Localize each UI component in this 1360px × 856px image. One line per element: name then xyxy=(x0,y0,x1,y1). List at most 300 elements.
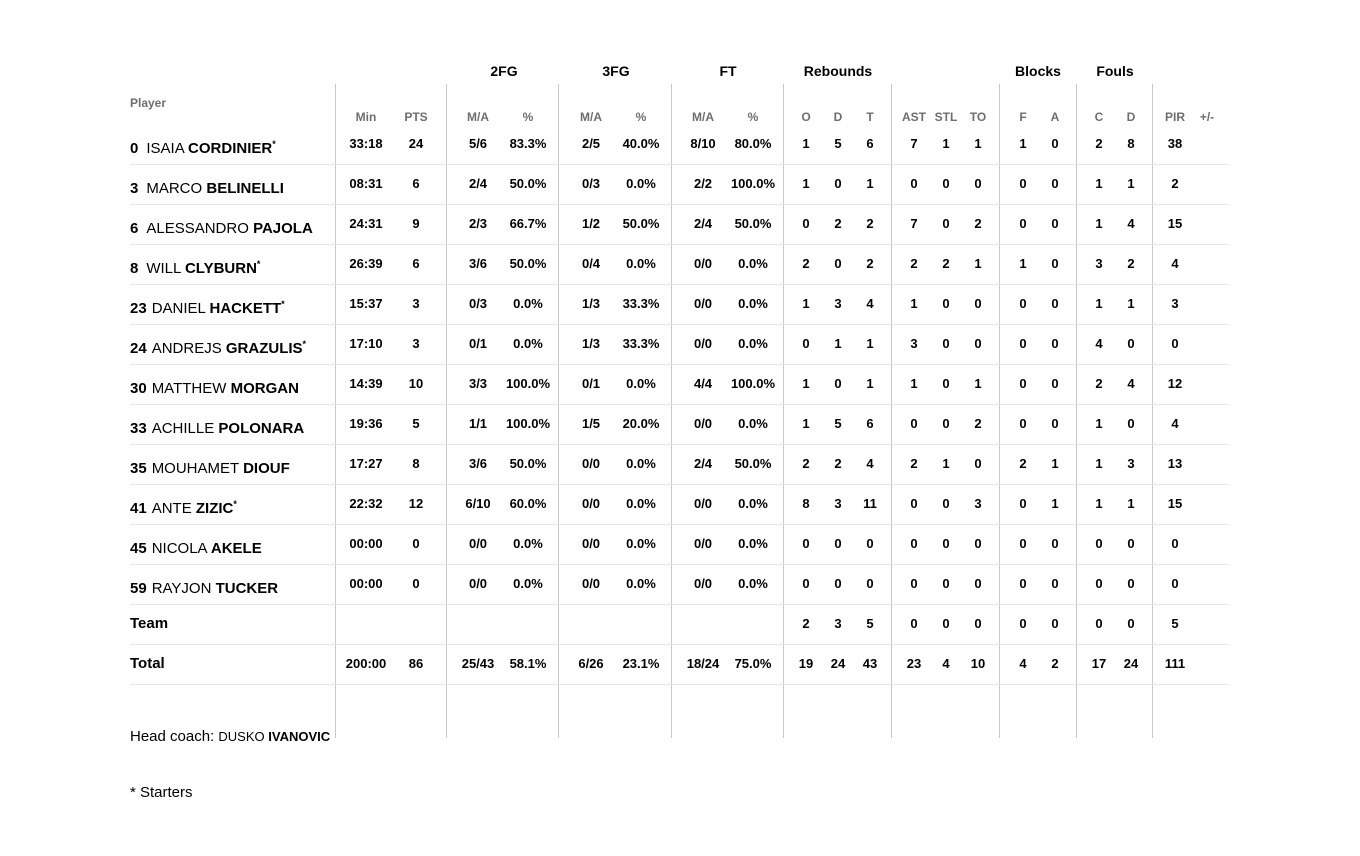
player-last-name: BELINELLI xyxy=(206,180,284,197)
player-last-name: POLONARA xyxy=(218,420,305,437)
table-row xyxy=(130,124,1229,165)
stat-ft-ma: 0/0 xyxy=(693,576,713,591)
column-header-pts: PTS xyxy=(404,110,428,124)
stat-blk-f: 0 xyxy=(1019,336,1027,351)
group-header-blocks: Blocks xyxy=(1015,63,1061,79)
stat-reb-o: 1 xyxy=(802,176,810,191)
stat-to: 0 xyxy=(974,576,982,591)
player-name[interactable] xyxy=(130,244,260,289)
stat-fg3-pct: 0.0% xyxy=(626,256,656,271)
stat-fg3-pct: 0.0% xyxy=(626,176,656,191)
stat-fg2-pct: 0.0% xyxy=(513,536,543,551)
stat-fg3-ma: 0/0 xyxy=(581,536,601,551)
column-header-reb-o: O xyxy=(801,110,811,124)
stat-fouls-d: 1 xyxy=(1127,176,1135,191)
column-header-stl: STL xyxy=(934,110,958,124)
player-number: 0 xyxy=(130,140,139,157)
stat-fouls-c: 1 xyxy=(1095,216,1103,231)
stat-pir: 15 xyxy=(1167,496,1183,511)
stat-fg3-pct: 40.0% xyxy=(622,136,660,151)
stat-fg3-ma: 0/0 xyxy=(581,576,601,591)
player-last-name: CLYBURN xyxy=(184,260,257,277)
stat-pts: 3 xyxy=(412,336,420,351)
stat-min: 00:00 xyxy=(349,536,383,551)
stat-reb-o: 0 xyxy=(802,336,810,351)
stat-fg2-ma: 0/0 xyxy=(468,536,488,551)
column-header-ft-ma: M/A xyxy=(692,110,714,124)
stat-pts: 6 xyxy=(412,176,420,191)
stat-blk-f: 0 xyxy=(1019,616,1027,631)
group-header-2fg: 2FG xyxy=(490,63,518,79)
stat-pts: 12 xyxy=(408,496,424,511)
stat-ast: 2 xyxy=(910,456,918,471)
stat-reb-o: 0 xyxy=(802,576,810,591)
column-header-ast: AST xyxy=(902,110,926,124)
stat-pir: 0 xyxy=(1171,576,1179,591)
stat-reb-d: 5 xyxy=(834,136,842,151)
stat-fg2-pct: 58.1% xyxy=(509,656,547,671)
head-coach xyxy=(130,728,330,745)
stat-blk-a: 1 xyxy=(1051,496,1059,511)
player-number: 3 xyxy=(130,180,139,197)
stat-fouls-c: 0 xyxy=(1095,536,1103,551)
stat-pir: 5 xyxy=(1171,616,1179,631)
group-header-fouls: Fouls xyxy=(1096,63,1134,79)
stat-stl: 0 xyxy=(942,536,950,551)
stat-to: 0 xyxy=(974,456,982,471)
total-row-label: Total xyxy=(130,655,165,672)
head-coach-name xyxy=(218,729,330,744)
stat-fg2-ma: 0/1 xyxy=(468,336,488,351)
stat-ft-pct: 100.0% xyxy=(730,376,776,391)
stat-pir: 4 xyxy=(1171,256,1179,271)
stat-ast: 0 xyxy=(910,416,918,431)
stat-ft-pct: 75.0% xyxy=(734,656,772,671)
column-header-blk-a: A xyxy=(1050,110,1060,124)
stat-fouls-d: 8 xyxy=(1127,136,1135,151)
stat-ft-ma: 18/24 xyxy=(686,656,720,671)
stat-blk-a: 0 xyxy=(1051,216,1059,231)
column-header-pir: PIR xyxy=(1164,110,1186,124)
team-row xyxy=(130,604,1229,645)
stat-pir: 0 xyxy=(1171,536,1179,551)
stat-pts: 6 xyxy=(412,256,420,271)
stat-ft-ma: 2/4 xyxy=(693,456,713,471)
stat-fg3-pct: 50.0% xyxy=(622,216,660,231)
stat-fg2-ma: 3/6 xyxy=(468,456,488,471)
player-name[interactable] xyxy=(130,364,299,409)
stat-fg2-pct: 0.0% xyxy=(513,296,543,311)
stat-stl: 0 xyxy=(942,616,950,631)
stat-fouls-c: 17 xyxy=(1091,656,1107,671)
stat-ast: 0 xyxy=(910,576,918,591)
player-number: 8 xyxy=(130,260,139,277)
column-header-to: TO xyxy=(969,110,987,124)
stat-ft-pct: 0.0% xyxy=(738,256,768,271)
stat-min: 22:32 xyxy=(349,496,383,511)
stat-blk-a: 0 xyxy=(1051,256,1059,271)
stat-pir: 38 xyxy=(1167,136,1183,151)
stat-reb-t: 2 xyxy=(866,216,874,231)
stat-fg3-pct: 0.0% xyxy=(626,576,656,591)
player-name[interactable] xyxy=(130,444,290,489)
stat-reb-t: 5 xyxy=(866,616,874,631)
stat-ast: 7 xyxy=(910,216,918,231)
stat-ast: 7 xyxy=(910,136,918,151)
stat-reb-d: 0 xyxy=(834,176,842,191)
stat-fg3-ma: 6/26 xyxy=(578,656,604,671)
stat-reb-o: 1 xyxy=(802,416,810,431)
stat-stl: 0 xyxy=(942,176,950,191)
stat-to: 0 xyxy=(974,296,982,311)
stat-blk-f: 0 xyxy=(1019,416,1027,431)
stat-fouls-d: 24 xyxy=(1123,656,1139,671)
stat-ast: 23 xyxy=(906,656,922,671)
player-number: 23 xyxy=(130,300,147,317)
stat-fg2-pct: 100.0% xyxy=(505,416,551,431)
stat-pts: 0 xyxy=(412,536,420,551)
stat-stl: 2 xyxy=(942,256,950,271)
stat-fouls-d: 3 xyxy=(1127,456,1135,471)
column-header-fg2-ma: M/A xyxy=(467,110,489,124)
stat-fg3-pct: 0.0% xyxy=(626,376,656,391)
stat-pir: 0 xyxy=(1171,336,1179,351)
group-header-ft: FT xyxy=(719,63,737,79)
stat-reb-d: 3 xyxy=(834,296,842,311)
stat-reb-o: 1 xyxy=(802,296,810,311)
stat-ft-ma: 2/4 xyxy=(693,216,713,231)
stat-blk-a: 1 xyxy=(1051,456,1059,471)
stat-min: 19:36 xyxy=(349,416,383,431)
table-row xyxy=(130,364,1229,405)
stat-fouls-d: 1 xyxy=(1127,496,1135,511)
stat-min: 14:39 xyxy=(349,376,383,391)
table-row xyxy=(130,284,1229,325)
stat-reb-o: 8 xyxy=(802,496,810,511)
stat-ft-ma: 2/2 xyxy=(693,176,713,191)
stat-pir: 15 xyxy=(1167,216,1183,231)
stat-reb-o: 1 xyxy=(802,136,810,151)
column-header-blk-f: F xyxy=(1019,110,1027,124)
stat-fg2-pct: 83.3% xyxy=(509,136,547,151)
stat-fg3-pct: 0.0% xyxy=(626,456,656,471)
stat-fg2-pct: 60.0% xyxy=(509,496,547,511)
player-number: 35 xyxy=(130,460,147,477)
stat-min: 200:00 xyxy=(345,656,387,671)
table-row xyxy=(130,444,1229,485)
stat-fg2-pct: 0.0% xyxy=(513,336,543,351)
player-number: 41 xyxy=(130,500,147,517)
player-name[interactable] xyxy=(130,284,285,329)
stat-pir: 4 xyxy=(1171,416,1179,431)
stat-ft-pct: 50.0% xyxy=(734,216,772,231)
stat-ft-pct: 0.0% xyxy=(738,576,768,591)
starter-marker: * xyxy=(233,499,237,509)
stat-reb-t: 0 xyxy=(866,536,874,551)
total-row xyxy=(130,644,1229,685)
table-row xyxy=(130,404,1229,445)
player-last-name: TUCKER xyxy=(215,580,279,597)
player-name[interactable] xyxy=(130,324,306,369)
table-row xyxy=(130,204,1229,245)
stat-stl: 1 xyxy=(942,456,950,471)
starters-note: * Starters xyxy=(130,784,193,801)
player-number: 30 xyxy=(130,380,147,397)
stat-fouls-d: 0 xyxy=(1127,576,1135,591)
stat-fg3-ma: 2/5 xyxy=(581,136,601,151)
stat-pir: 3 xyxy=(1171,296,1179,311)
stat-pir: 13 xyxy=(1167,456,1183,471)
stat-reb-d: 1 xyxy=(834,336,842,351)
stat-ft-ma: 0/0 xyxy=(693,296,713,311)
stat-pts: 10 xyxy=(408,376,424,391)
stat-stl: 0 xyxy=(942,496,950,511)
stat-ft-ma: 0/0 xyxy=(693,536,713,551)
stat-blk-f: 1 xyxy=(1019,256,1027,271)
stat-ft-pct: 0.0% xyxy=(738,496,768,511)
stat-reb-d: 2 xyxy=(834,216,842,231)
player-number: 6 xyxy=(130,220,139,237)
stat-stl: 0 xyxy=(942,296,950,311)
stat-reb-t: 1 xyxy=(866,336,874,351)
stat-reb-t: 4 xyxy=(866,456,874,471)
player-last-name: HACKETT xyxy=(209,300,282,317)
stat-reb-t: 2 xyxy=(866,256,874,271)
stat-to: 2 xyxy=(974,216,982,231)
stat-reb-t: 6 xyxy=(866,136,874,151)
stat-reb-d: 0 xyxy=(834,256,842,271)
stat-min: 08:31 xyxy=(349,176,383,191)
stat-ft-pct: 0.0% xyxy=(738,296,768,311)
stat-fg3-ma: 0/3 xyxy=(581,176,601,191)
group-header-rebounds: Rebounds xyxy=(803,63,873,79)
stat-ast: 1 xyxy=(910,376,918,391)
stat-pir: 12 xyxy=(1167,376,1183,391)
stat-stl: 0 xyxy=(942,336,950,351)
stat-fg2-pct: 50.0% xyxy=(509,176,547,191)
stat-fg3-ma: 0/4 xyxy=(581,256,601,271)
stat-ast: 0 xyxy=(910,616,918,631)
stat-ft-ma: 0/0 xyxy=(693,416,713,431)
stat-reb-o: 2 xyxy=(802,616,810,631)
stat-fg2-pct: 50.0% xyxy=(509,456,547,471)
stat-fouls-c: 4 xyxy=(1095,336,1103,351)
stat-min: 33:18 xyxy=(349,136,383,151)
stat-fg2-pct: 66.7% xyxy=(509,216,547,231)
head-coach-first-name: DUSKO xyxy=(218,729,265,744)
stat-blk-a: 0 xyxy=(1051,176,1059,191)
stat-reb-o: 0 xyxy=(802,536,810,551)
player-first-name: WILL xyxy=(146,260,181,277)
stat-min: 26:39 xyxy=(349,256,383,271)
stat-min: 17:27 xyxy=(349,456,383,471)
table-row xyxy=(130,324,1229,365)
stat-stl: 4 xyxy=(942,656,950,671)
player-first-name: MOUHAMET xyxy=(151,460,239,477)
column-header-min: Min xyxy=(355,110,377,124)
head-coach-last-name: IVANOVIC xyxy=(268,729,331,744)
player-name[interactable] xyxy=(130,164,284,209)
stat-fouls-c: 3 xyxy=(1095,256,1103,271)
player-last-name: CORDINIER xyxy=(188,140,273,157)
stat-min: 17:10 xyxy=(349,336,383,351)
stat-reb-d: 5 xyxy=(834,416,842,431)
stat-ast: 3 xyxy=(910,336,918,351)
stat-reb-d: 0 xyxy=(834,376,842,391)
stat-to: 0 xyxy=(974,536,982,551)
stat-ft-ma: 4/4 xyxy=(693,376,713,391)
stat-fouls-d: 0 xyxy=(1127,616,1135,631)
player-last-name: PAJOLA xyxy=(253,220,313,237)
stat-ft-pct: 50.0% xyxy=(734,456,772,471)
column-header-fouls-c: C xyxy=(1094,110,1104,124)
stat-pts: 86 xyxy=(408,656,424,671)
stat-pts: 5 xyxy=(412,416,420,431)
stat-fg2-ma: 25/43 xyxy=(461,656,495,671)
stat-blk-a: 0 xyxy=(1051,296,1059,311)
column-header-fg2-pct: % xyxy=(522,110,534,124)
stat-blk-f: 0 xyxy=(1019,496,1027,511)
player-name[interactable] xyxy=(130,524,262,569)
player-number: 45 xyxy=(130,540,147,557)
stat-reb-d: 3 xyxy=(834,496,842,511)
column-header-fouls-d: D xyxy=(1126,110,1136,124)
player-number: 59 xyxy=(130,580,147,597)
player-name[interactable] xyxy=(130,484,237,529)
stat-min: 24:31 xyxy=(349,216,383,231)
player-name[interactable] xyxy=(130,124,276,169)
stat-fouls-c: 1 xyxy=(1095,416,1103,431)
stat-blk-a: 0 xyxy=(1051,616,1059,631)
player-first-name: MARCO xyxy=(146,180,203,197)
column-header-fg3-ma: M/A xyxy=(580,110,602,124)
stat-fg3-pct: 0.0% xyxy=(626,536,656,551)
stat-reb-d: 0 xyxy=(834,576,842,591)
stat-ast: 1 xyxy=(910,296,918,311)
stat-blk-f: 2 xyxy=(1019,456,1027,471)
stat-ft-pct: 80.0% xyxy=(734,136,772,151)
stat-fg3-ma: 1/3 xyxy=(581,336,601,351)
stat-fouls-c: 2 xyxy=(1095,136,1103,151)
stat-ft-pct: 100.0% xyxy=(730,176,776,191)
player-name[interactable] xyxy=(130,564,278,609)
player-first-name: DANIEL xyxy=(151,300,206,317)
player-name[interactable] xyxy=(130,204,313,249)
stat-reb-o: 0 xyxy=(802,216,810,231)
stat-reb-o: 19 xyxy=(798,656,814,671)
stat-fouls-d: 4 xyxy=(1127,376,1135,391)
stat-fg2-pct: 50.0% xyxy=(509,256,547,271)
stat-fg3-pct: 33.3% xyxy=(622,296,660,311)
stat-ft-pct: 0.0% xyxy=(738,416,768,431)
stat-blk-f: 1 xyxy=(1019,136,1027,151)
stat-fg3-ma: 1/2 xyxy=(581,216,601,231)
stat-reb-t: 11 xyxy=(863,496,877,511)
starter-marker: * xyxy=(256,259,261,269)
stat-blk-a: 2 xyxy=(1051,656,1059,671)
group-header-3fg: 3FG xyxy=(602,63,630,79)
stat-reb-o: 2 xyxy=(802,256,810,271)
column-header-player: Player xyxy=(130,96,167,110)
stat-blk-f: 0 xyxy=(1019,576,1027,591)
column-header-pm: +/- xyxy=(1199,110,1215,124)
stat-fg3-pct: 33.3% xyxy=(622,336,660,351)
stat-stl: 1 xyxy=(942,136,950,151)
stat-to: 0 xyxy=(974,176,982,191)
stat-fg3-ma: 1/5 xyxy=(581,416,601,431)
stat-reb-d: 24 xyxy=(830,656,846,671)
stat-reb-t: 1 xyxy=(866,176,874,191)
stat-ft-ma: 0/0 xyxy=(693,256,713,271)
stat-ast: 0 xyxy=(910,176,918,191)
stat-to: 1 xyxy=(974,136,982,151)
stat-reb-t: 43 xyxy=(862,656,878,671)
stat-reb-t: 0 xyxy=(866,576,874,591)
starter-marker: * xyxy=(302,339,307,349)
stat-ft-pct: 0.0% xyxy=(738,536,768,551)
stat-reb-t: 1 xyxy=(866,376,874,391)
stat-blk-f: 4 xyxy=(1019,656,1027,671)
stat-fouls-c: 1 xyxy=(1095,296,1103,311)
player-name[interactable] xyxy=(130,404,304,449)
column-header-reb-t: T xyxy=(866,110,874,124)
stat-fouls-d: 0 xyxy=(1127,536,1135,551)
stat-fg2-pct: 0.0% xyxy=(513,576,543,591)
stat-fouls-c: 2 xyxy=(1095,376,1103,391)
stat-pir: 111 xyxy=(1164,656,1186,671)
stat-fg2-ma: 0/0 xyxy=(468,576,488,591)
player-first-name: ANDREJS xyxy=(151,340,222,357)
stat-fg2-ma: 2/3 xyxy=(468,216,488,231)
player-first-name: RAYJON xyxy=(151,580,212,597)
stat-fouls-c: 1 xyxy=(1095,496,1103,511)
stat-reb-d: 3 xyxy=(834,616,842,631)
stat-fg2-ma: 3/6 xyxy=(468,256,488,271)
table-row xyxy=(130,524,1229,565)
column-header-fg3-pct: % xyxy=(635,110,647,124)
stat-fg2-ma: 6/10 xyxy=(465,496,491,511)
stat-reb-o: 1 xyxy=(802,376,810,391)
stat-blk-a: 0 xyxy=(1051,416,1059,431)
stat-fouls-d: 0 xyxy=(1127,416,1135,431)
stat-ast: 0 xyxy=(910,536,918,551)
stat-reb-t: 6 xyxy=(866,416,874,431)
stat-to: 0 xyxy=(974,616,982,631)
stat-blk-f: 0 xyxy=(1019,376,1027,391)
stat-to: 2 xyxy=(974,416,982,431)
stat-fg3-ma: 1/3 xyxy=(581,296,601,311)
player-last-name: ZIZIC xyxy=(195,500,234,517)
stat-blk-f: 0 xyxy=(1019,176,1027,191)
stat-blk-f: 0 xyxy=(1019,216,1027,231)
stat-blk-a: 0 xyxy=(1051,576,1059,591)
starter-marker: * xyxy=(272,139,276,149)
stat-ft-ma: 0/0 xyxy=(693,336,713,351)
stat-fouls-c: 1 xyxy=(1095,456,1103,471)
stat-stl: 0 xyxy=(942,376,950,391)
stat-blk-a: 0 xyxy=(1051,336,1059,351)
column-header-ft-pct: % xyxy=(747,110,759,124)
stat-to: 10 xyxy=(970,656,986,671)
stat-fg2-ma: 1/1 xyxy=(468,416,488,431)
stat-pts: 0 xyxy=(412,576,420,591)
stat-fouls-d: 2 xyxy=(1127,256,1135,271)
player-number: 24 xyxy=(130,340,147,357)
stat-pts: 9 xyxy=(412,216,420,231)
table-row xyxy=(130,244,1229,285)
player-first-name: ACHILLE xyxy=(151,420,215,437)
stat-reb-d: 0 xyxy=(834,536,842,551)
